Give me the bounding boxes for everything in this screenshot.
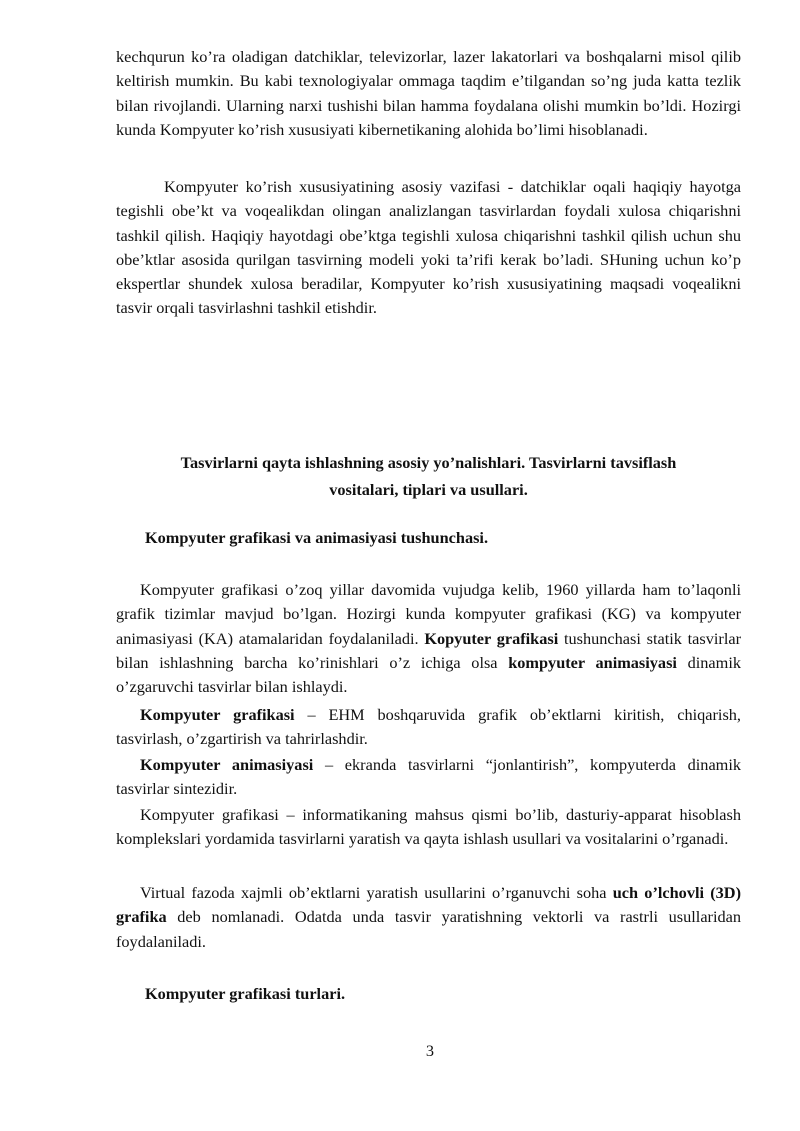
section-title <box>116 449 741 503</box>
body-p1-text: Kompyuter grafikasi o’zoq yillar davomida vujudga kelib, 1960 yillarda ham to’laqonli grafik tizimlar mavjud bo’lgan. Hozirgi kunda kompyuter grafikasi (KG) va kompyuter animasiyasi (KA) atamalaridan foydalaniladi. <box>116 580 741 648</box>
section-title-line-1: Tasvirlarni qayta ishlashning asosiy yo’nalishlari. Tasvirlarni tavsiflash <box>180 453 677 472</box>
body-p5-bold-term: uch o’lchovli (3D) grafika <box>116 883 741 927</box>
body-paragraph-1 <box>116 578 741 699</box>
body-p3-bold-term: Kompyuter animasiyasi <box>140 755 314 774</box>
body-p1-bold-term-1: Kopyuter grafikasi <box>424 628 559 648</box>
body-p5-text: Virtual fazoda xajmli ob’ektlarni yaratish usullarini o’rganuvchi soha <box>140 883 613 902</box>
body-p1-bold-term-2: kompyuter animasiyasi <box>508 652 677 672</box>
body-paragraph-4: Kompyuter grafikasi – informatikaning mahsus qismi bo’lib, dasturiy-apparat hisoblash komplekslari yordamida tasvirlarni yaratish va qayta ishlash usullari va vositalarini o’rganadi. <box>116 805 741 849</box>
section-title-line-2: vositalari, tiplari va usullari. <box>329 480 528 499</box>
body-p2-bold-term: Kompyuter grafikasi <box>140 705 295 724</box>
body-paragraph-5 <box>116 881 741 954</box>
body-p1-middle: tushunchasi statik tasvirlar bilan ishlashning barcha ko’rinishlari o’z ichiga olsa <box>116 628 741 672</box>
body-p1-end: dinamik o’zgaruvchi tasvirlar bilan ishlaydi. <box>116 652 741 697</box>
subheading-graphics-types: Kompyuter grafikasi turlari. <box>145 984 346 1003</box>
body-p5-end: deb nomlanadi. Odatda unda tasvir yaratishning vektorli va rastrli usullaridan foydalaniladi. <box>116 907 741 951</box>
subheading-graphics-animation: Kompyuter grafikasi va animasiyasi tushunchasi. <box>145 528 489 547</box>
body-paragraph-3 <box>116 753 741 802</box>
page-number: 3 <box>425 1041 435 1060</box>
body-p2-text: – EHM boshqaruvida grafik ob’ektlarni kiritish, chiqarish, tasvirlash, o’zgartirish va tahrirlashdir. <box>116 705 742 749</box>
body-paragraph-2 <box>116 703 741 752</box>
body-p3-text: – ekranda tasvirlarni “jonlantirish”, kompyuterda dinamik tasvirlar sintezidir. <box>116 755 742 799</box>
intro-paragraph-2: Kompyuter ko’rish xususiyatining asosiy vazifasi - datchiklar oqali haqiqiy hayotga tegishli obe’kt va voqealikdan olingan analizlangan tasvirlardan foydali xulosa chiqarishni tashkil qilish. Haqiqiy hayotdagi obe’ktga tegishli xulosa chiqarishni tashkil qilish uchun shu obe’ktlar asosida qurilgan tasvirning modeli yoki ta’rifi kerak bo’ladi. SHuning uchun ko’p ekspertlar shundek xulosa beradilar, Kompyuter ko’rish xususiyatining maqsadi voqealikni tasvir orqali tasvirlashni tashkil etishdir. <box>116 177 741 318</box>
intro-paragraph-1: kechqurun ko’ra oladigan datchiklar, televizorlar, lazer lakatorlari va boshqalarni misol qilib keltirish mumkin. Bu kabi texnologiyalar ommaga taqdim e’tilgandan so’ng juda katta tezlik bilan rivojlandi. Ularning narxi tushishi bilan hamma foydalana olishi mumkin bo’ldi. Hozirgi kunda Kompyuter ko’rish xususiyati kibernetikaning alohida bo’limi hisoblanadi. <box>116 47 741 139</box>
